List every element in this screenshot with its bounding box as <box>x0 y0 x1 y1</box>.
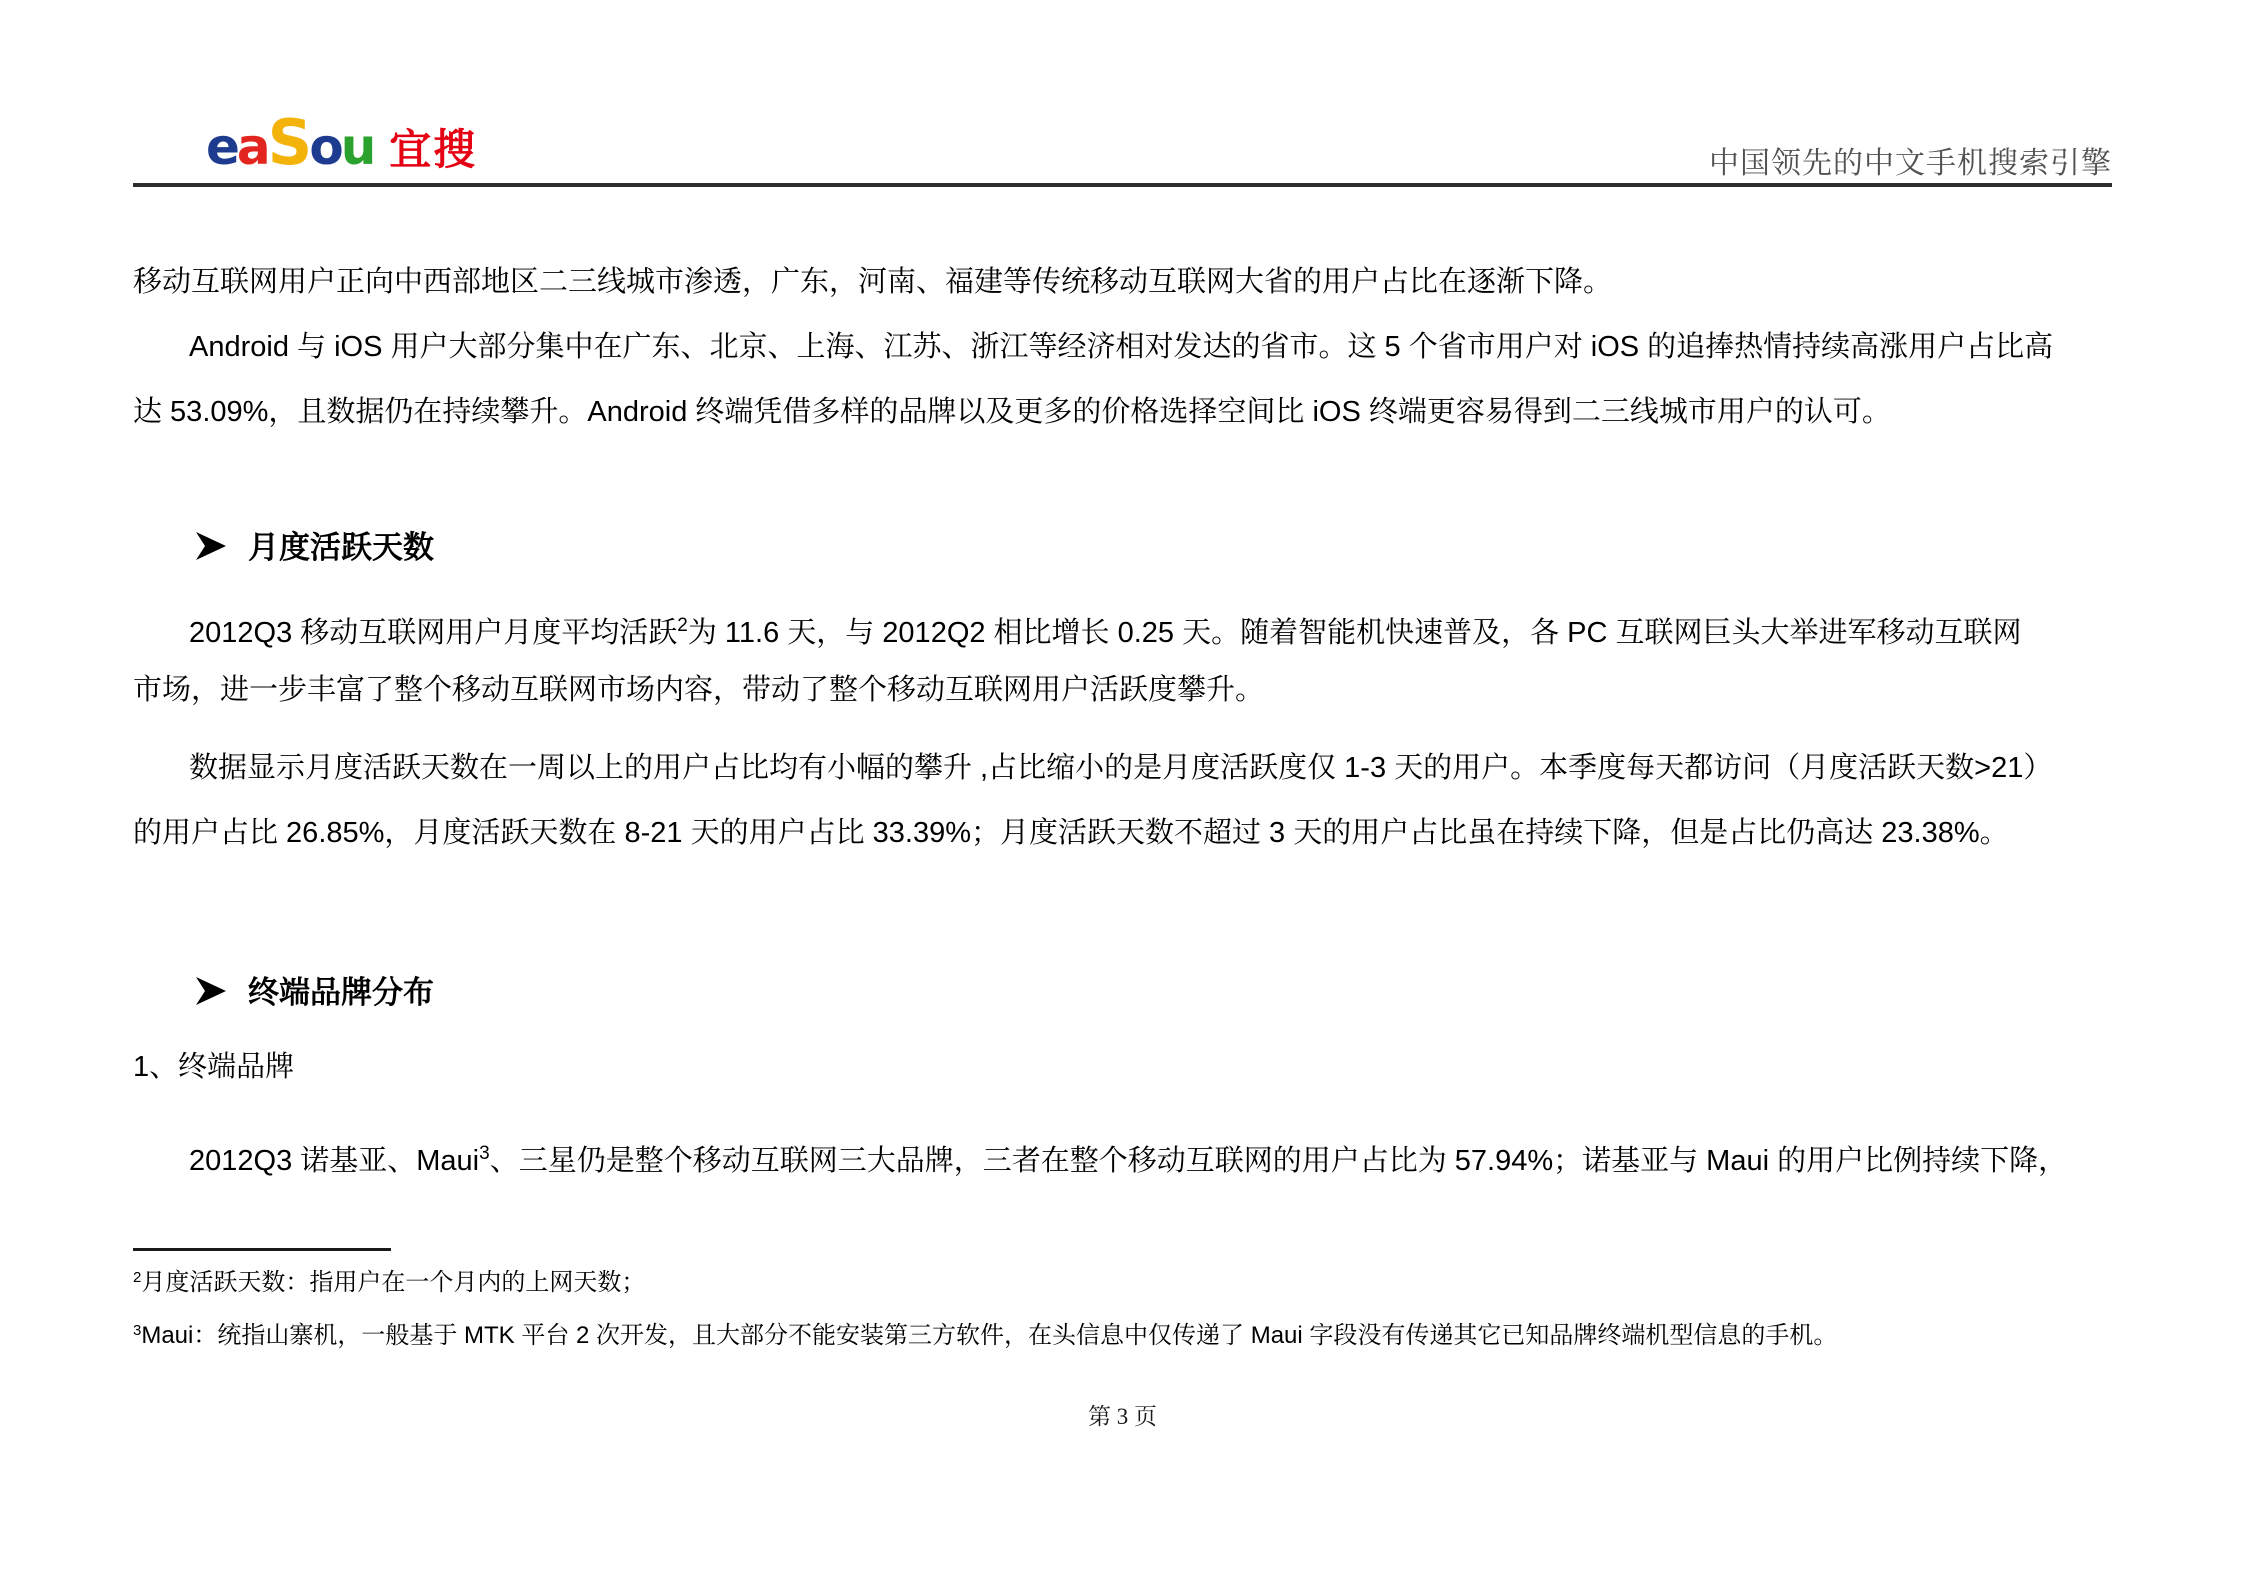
footnote-text: 月度活跃天数：指用户在一个月内的上网天数； <box>141 1269 646 1296</box>
logo-letter-u: u <box>340 118 374 176</box>
arrowhead-right-icon <box>195 531 227 561</box>
text-line: 数据显示月度活跃天数在一周以上的用户占比均有小幅的攀升 ,占比缩小的是月度活跃度仅 1-3 天的用户。本季度每天都访问（月度活跃天数>21） <box>189 752 2053 784</box>
footnote-3 <box>133 1313 2112 1354</box>
logo-letter-s: S <box>267 106 310 179</box>
text-line: 市场，进一步丰富了整个移动互联网市场内容，带动了整个移动互联网用户活跃度攀升。 <box>133 674 1265 706</box>
text-line: 移动互联网用户正向中西部地区二三线城市渗透，广东，河南、福建等传统移动互联网大省的用户占比在逐渐下降。 <box>133 266 1613 298</box>
section-heading-brand-distribution <box>195 967 434 1012</box>
paragraph-active-days-data <box>133 736 2112 866</box>
footnote-ref-3: 3 <box>479 1143 490 1164</box>
paragraph-android-ios <box>133 315 2112 445</box>
page-number: 第 3 页 <box>1088 1404 1157 1429</box>
text-line: 的用户占比 26.85%，月度活跃天数在 8-21 天的用户占比 33.39%；月度活跃天数不超过 3 天的用户占比虽在持续下降，但是占比仍高达 23.38%。 <box>133 817 2009 849</box>
text-segment: 为 11.6 天，与 2012Q2 相比增长 0.25 天。随着智能机快速普及，各 PC 互联网巨头大举进军移动互联网 <box>687 617 2022 649</box>
section-heading-monthly-active-days <box>195 522 434 567</box>
arrowhead-right-icon <box>195 976 227 1006</box>
paragraph-monthly-active <box>133 593 2112 723</box>
header-tagline: 中国领先的中文手机搜索引擎 <box>1709 147 2112 180</box>
header-rule <box>133 183 2112 187</box>
section-title: 终端品牌分布 <box>248 975 434 1010</box>
footnote-separator <box>133 1248 391 1251</box>
footnote-text: Maui：统指山寨机，一般基于 MTK 平台 2 次开发，且大部分不能安装第三方软件，在头信息中仅传递了 Maui 字段没有传递其它已知品牌终端机型信息的手机。 <box>141 1322 1838 1349</box>
easou-logo <box>206 106 477 179</box>
text-segment: 、三星仍是整个移动互联网三大品牌，三者在整个移动互联网的用户占比为 57.94%；诺基亚与 Maui 的用户比例持续下降， <box>489 1145 2068 1177</box>
logo-chinese-name: 宜搜 <box>389 126 478 173</box>
logo-letter-e: e <box>206 118 237 176</box>
footnote-ref-2: 2 <box>677 615 688 636</box>
text-segment: 2012Q3 诺基亚、Maui <box>189 1145 480 1177</box>
text-line: 达 53.09%，且数据仍在持续攀升。Android 终端凭借多样的品牌以及更多的价格选择空间比 iOS 终端更容易得到二三线城市用户的认可。 <box>133 396 1891 428</box>
subheading-terminal-brand: 1、终端品牌 <box>133 1051 295 1083</box>
text-line <box>133 593 2112 658</box>
text-segment: 2012Q3 移动互联网用户月度平均活跃 <box>189 617 678 649</box>
logo-letter-a: a <box>236 118 268 176</box>
logo-letter-o: o <box>309 118 341 176</box>
section-title: 月度活跃天数 <box>248 530 434 565</box>
footnote-sup: 2 <box>133 1269 142 1286</box>
paragraph-brands <box>133 1121 2112 1186</box>
text-line <box>133 1121 2112 1186</box>
footnote-2 <box>133 1260 2112 1301</box>
text-line: Android 与 iOS 用户大部分集中在广东、北京、上海、江苏、浙江等经济相对发达的省市。这 5 个省市用户对 iOS 的追捧热情持续高涨用户占比高 <box>189 331 2054 363</box>
paragraph-intro <box>133 250 2112 315</box>
footnote-sup: 3 <box>133 1322 142 1339</box>
